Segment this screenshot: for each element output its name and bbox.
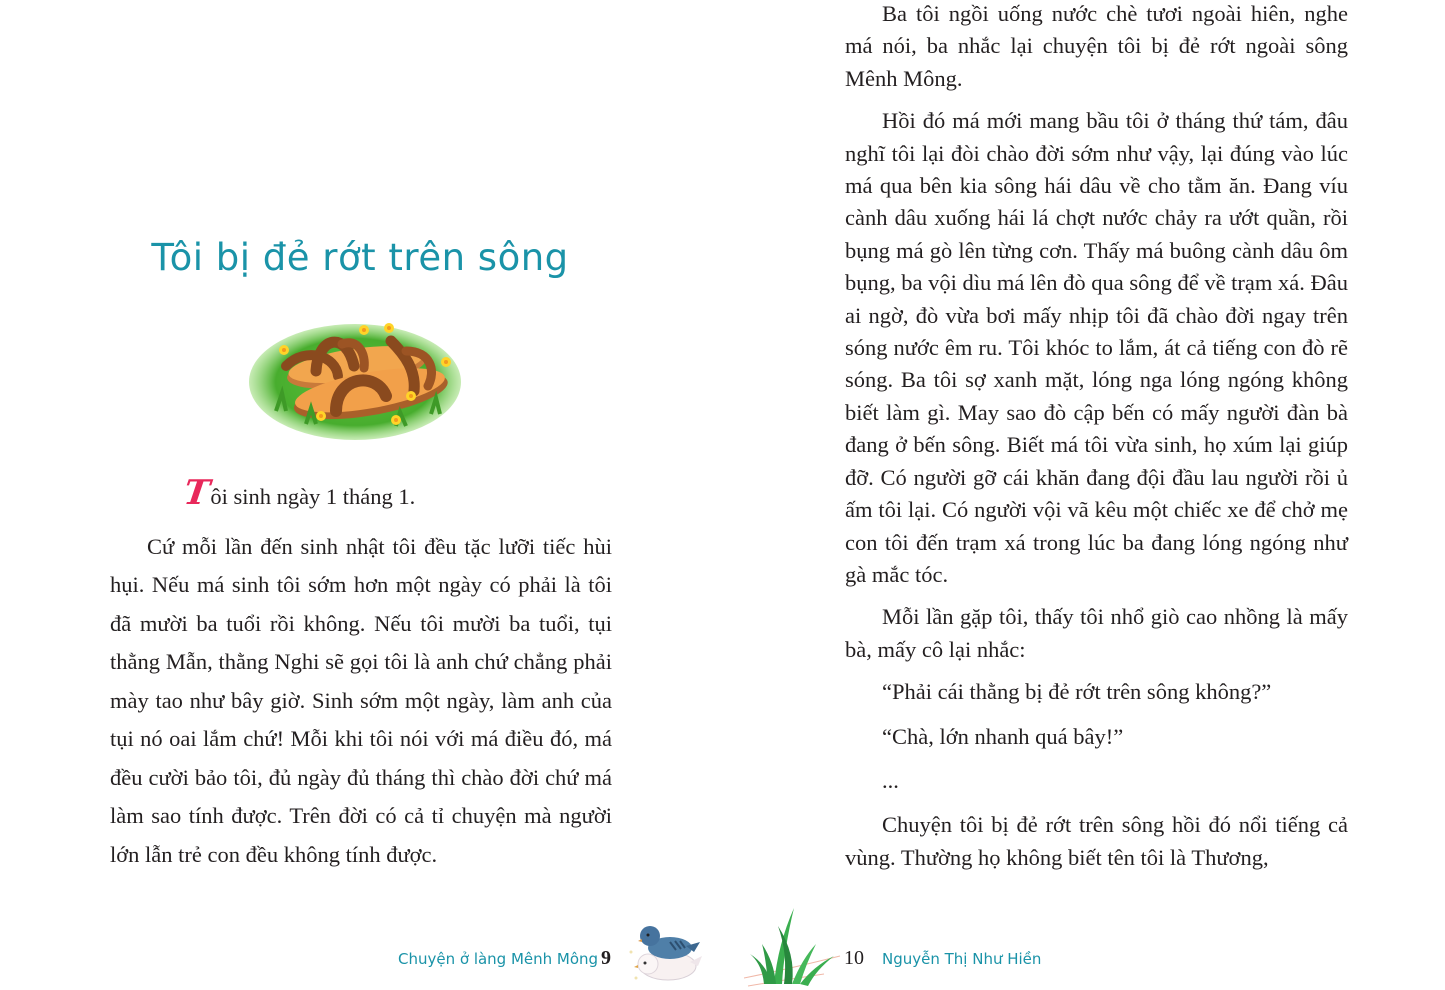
opening-line bbox=[110, 473, 612, 517]
left-page bbox=[0, 0, 722, 990]
left-page-body bbox=[110, 473, 612, 884]
ellipsis: ... bbox=[882, 767, 899, 793]
opening-line-text: ôi sinh ngày 1 tháng 1. bbox=[210, 484, 416, 509]
paragraph: Cứ mỗi lần đến sinh nhật tôi đều tặc lưỡi tiếc hùi hụi. Nếu má sinh tôi sớm hơn một ngày có phải là tôi đã mười ba tuổi rồi không. Nếu tôi mười ba tuổi, tụi thằng Mẫn, thằng Nghi sẽ gọi tôi là anh chứ chẳng phải mày tao như bây giờ. Sinh sớm một ngày, làm anh của tụi nó oai lắm chứ! Mỗi khi tôi nói với má điều đó, má đều cười bảo tôi, đủ ngày đủ tháng thì chào đời chứ má làm sao tính được. Trên đời có cả tỉ chuyện mà người lớn lẫn trẻ con đều không tính được. bbox=[110, 533, 612, 867]
page-number: 10 bbox=[844, 947, 864, 969]
dialogue-quote: “Phải cái thằng bị đẻ rớt trên sông không?” bbox=[882, 679, 1272, 705]
grass-icon bbox=[744, 904, 844, 990]
paragraph: Ba tôi ngồi uống nước chè tươi ngoài hiên, nghe má nói, ba nhắc lại chuyện tôi bị đẻ rớt ngoài sông Mênh Mông. bbox=[845, 1, 1348, 91]
paragraph: Mỗi lần gặp tôi, thấy tôi nhổ giò cao nhồng là mấy bà, mấy cô lại nhắc: bbox=[845, 604, 1348, 662]
paragraph: Hồi đó má mới mang bầu tôi ở tháng thứ tám, đâu nghĩ tôi lại đòi chào đời sớm như vậy, lại đúng vào lúc má qua bên kia sông hái dâu về cho tằm ăn. Đang víu cành dâu xuống hái lá chợt nước chảy ra ướt quần, rồi bụng má gò lên từng cơn. Thấy má buông cành dâu ôm bụng, ba vội dìu má lên đò qua sông để về trạm xá. Đâu ai ngờ, đò vừa bơi mấy nhịp tôi đã chào đời ngay trên sóng nước êm ru. Tôi khóc to lắm, át cả tiếng con đò rẽ sóng. Ba tôi sợ xanh mặt, lóng nga lóng ngóng không biết làm gì. May sao đò cập bến có mấy người đàn bà đang ở bến sông. Biết má tôi vừa sinh, họ xúm lại giúp đỡ. Có người gỡ cái khăn đang đội đầu lau người rồi ủ ấm tôi lại. Có người vội vã kêu một chiếc xe để chở mẹ con tôi đến trạm xá trong lúc ba đang lóng ngóng như gà mắc tóc. bbox=[845, 108, 1349, 587]
dialogue-quote: “Chà, lớn nhanh quá bây!” bbox=[882, 723, 1124, 749]
right-page-body bbox=[845, 0, 1348, 884]
running-header-book-title: Chuyện ở làng Mênh Mông bbox=[398, 950, 599, 968]
running-header-author: Nguyễn Thị Như Hiền bbox=[882, 950, 1042, 968]
paragraph: Chuyện tôi bị đẻ rớt trên sông hồi đó nổi tiếng cả vùng. Thường họ không biết tên tôi là Thương, bbox=[845, 812, 1348, 870]
chapter-title: Tôi bị đẻ rớt trên sông bbox=[151, 236, 569, 279]
drop-cap: T bbox=[181, 473, 213, 513]
right-page bbox=[722, 0, 1445, 990]
pigeons-icon bbox=[626, 918, 706, 988]
page-number: 9 bbox=[601, 947, 611, 969]
sandals-illustration bbox=[246, 316, 464, 444]
